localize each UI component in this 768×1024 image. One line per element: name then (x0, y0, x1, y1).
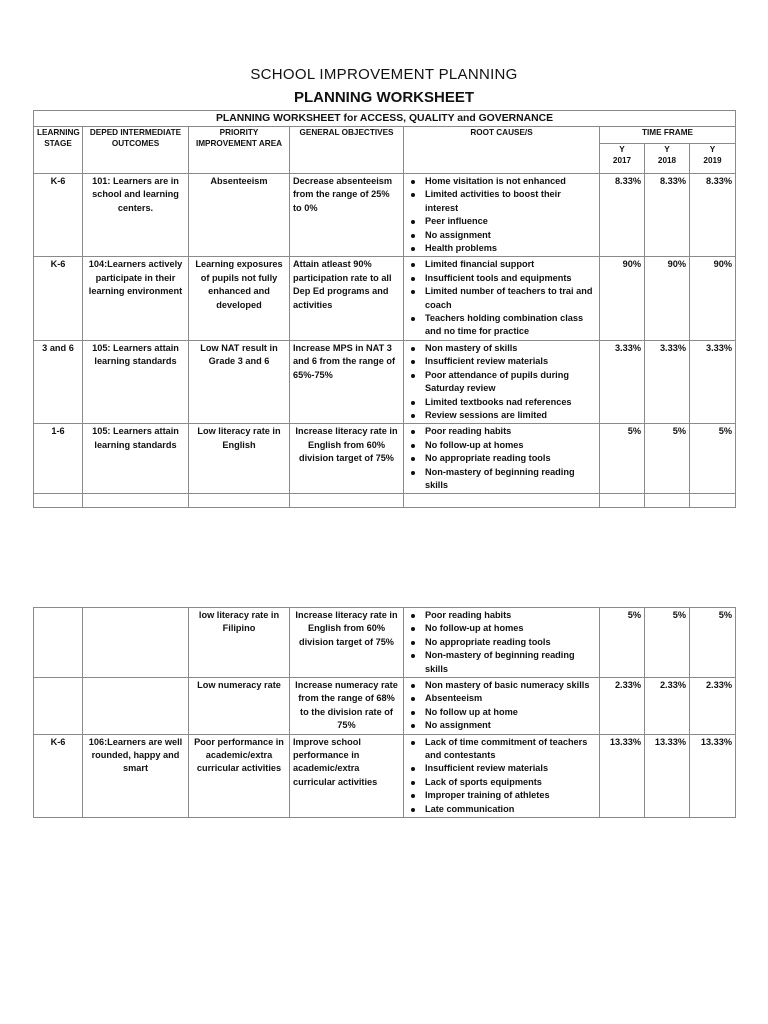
target-2017-cell: 8.33% (600, 174, 645, 257)
table-banner: PLANNING WORKSHEET for ACCESS, QUALITY and GOVERNANCE (34, 111, 736, 127)
year-label: 2018 (657, 155, 677, 165)
root-cause-item: Improper training of athletes (425, 789, 596, 802)
target-2018-cell: 5% (645, 608, 690, 678)
root-causes-list (407, 679, 596, 733)
table-row (34, 734, 736, 817)
outcome-cell: 106:Learners are well rounded, happy and smart (83, 734, 189, 817)
learning-stage-cell: 1-6 (34, 424, 83, 494)
root-cause-item: No follow up at home (425, 706, 596, 719)
priority-area-cell: Low literacy rate in English (189, 424, 290, 494)
root-cause-item: Late communication (425, 803, 596, 816)
objective-cell: Decrease absenteeism from the range of 25% to 0% (290, 174, 404, 257)
root-causes-cell (404, 424, 600, 494)
outcome-cell (83, 678, 189, 735)
objective-cell: Improve school performance in academic/extra curricular activities (290, 734, 404, 817)
root-cause-item: Non-mastery of beginning reading skills (425, 466, 596, 493)
learning-stage-cell: K-6 (34, 257, 83, 340)
table1-body (34, 174, 736, 494)
root-cause-item: No assignment (425, 229, 596, 242)
root-cause-item: Limited financial support (425, 258, 596, 271)
root-cause-item: Non mastery of basic numeracy skills (425, 679, 596, 692)
year-y-label: Y (709, 145, 716, 154)
target-2018-cell: 5% (645, 424, 690, 494)
outcome-cell (83, 608, 189, 678)
target-2017-cell: 13.33% (600, 734, 645, 817)
priority-area-cell: Poor performance in academic/extra curricular activities (189, 734, 290, 817)
col-header-general-objectives: GENERAL OBJECTIVES (290, 127, 404, 174)
root-cause-item: Home visitation is not enhanced (425, 175, 596, 188)
root-causes-cell (404, 340, 600, 423)
root-causes-cell (404, 678, 600, 735)
root-cause-item: Insufficient tools and equipments (425, 272, 596, 285)
learning-stage-cell (34, 678, 83, 735)
root-causes-cell (404, 734, 600, 817)
outcome-cell: 101: Learners are in school and learning centers. (83, 174, 189, 257)
target-2017-cell: 5% (600, 608, 645, 678)
col-header-deped-outcomes: DEPED INTERMEDIATE OUTCOMES (83, 127, 189, 174)
outcome-cell: 105: Learners attain learning standards (83, 340, 189, 423)
priority-area-cell: low literacy rate in Filipino (189, 608, 290, 678)
root-cause-item: Peer influence (425, 215, 596, 228)
target-2017-cell: 5% (600, 424, 645, 494)
root-causes-cell (404, 174, 600, 257)
table-row (34, 174, 736, 257)
year-label: 2017 (612, 155, 632, 165)
col-header-priority-area: PRIORITY IMPROVEMENT AREA (189, 127, 290, 174)
root-cause-item: No follow-up at homes (425, 439, 596, 452)
root-causes-list (407, 425, 596, 492)
objective-cell: Increase literacy rate in English from 60% division target of 75% (290, 424, 404, 494)
root-cause-item: Poor attendance of pupils during Saturday review (425, 369, 596, 396)
empty-row (34, 494, 736, 508)
root-cause-item: Non-mastery of beginning reading skills (425, 649, 596, 676)
objective-cell: Increase MPS in NAT 3 and 6 from the range of 65%-75% (290, 340, 404, 423)
target-2017-cell: 3.33% (600, 340, 645, 423)
col-header-year-2017 (600, 144, 645, 174)
target-2019-cell: 3.33% (690, 340, 736, 423)
root-cause-item: No assignment (425, 719, 596, 732)
learning-stage-cell: K-6 (34, 734, 83, 817)
root-causes-list (407, 258, 596, 338)
table-row (34, 257, 736, 340)
target-2019-cell: 8.33% (690, 174, 736, 257)
root-cause-item: No follow-up at homes (425, 622, 596, 635)
col-header-year-2018 (645, 144, 690, 174)
root-cause-item: Lack of time commitment of teachers and contestants (425, 736, 596, 763)
target-2019-cell: 13.33% (690, 734, 736, 817)
root-cause-item: Limited activities to boost their interest (425, 188, 596, 215)
objective-cell: Increase numeracy rate from the range of 68% to the division rate of 75% (290, 678, 404, 735)
year-y-label: Y (619, 145, 625, 154)
learning-stage-cell (34, 608, 83, 678)
root-cause-item: Poor reading habits (425, 609, 596, 622)
root-cause-item: Insufficient review materials (425, 762, 596, 775)
target-2017-cell: 90% (600, 257, 645, 340)
root-causes-list (407, 736, 596, 816)
root-cause-item: Review sessions are limited (425, 409, 596, 422)
target-2019-cell: 2.33% (690, 678, 736, 735)
target-2019-cell: 5% (690, 424, 736, 494)
root-causes-list (407, 175, 596, 255)
root-cause-item: Limited number of teachers to trai and coach (425, 285, 596, 312)
col-header-year-2019 (690, 144, 736, 174)
year-y-label: Y (664, 145, 670, 154)
root-causes-list (407, 609, 596, 676)
root-cause-item: Lack of sports equipments (425, 776, 596, 789)
target-2018-cell: 13.33% (645, 734, 690, 817)
root-cause-item: Insufficient review materials (425, 355, 596, 368)
document-title: SCHOOL IMPROVEMENT PLANNING (250, 66, 518, 83)
priority-area-cell: Absenteeism (189, 174, 290, 257)
priority-area-cell: Low numeracy rate (189, 678, 290, 735)
outcome-cell: 104:Learners actively participate in their learning environment (83, 257, 189, 340)
root-causes-cell (404, 608, 600, 678)
table-row (34, 340, 736, 423)
root-cause-item: Limited textbooks nad references (425, 396, 596, 409)
target-2019-cell: 90% (690, 257, 736, 340)
objective-cell: Attain atleast 90% participation rate to all Dep Ed programs and activities (290, 257, 404, 340)
priority-area-cell: Low NAT result in Grade 3 and 6 (189, 340, 290, 423)
year-label: 2019 (703, 155, 722, 165)
root-causes-cell (404, 257, 600, 340)
planning-worksheet-table-continued (33, 607, 736, 818)
target-2018-cell: 3.33% (645, 340, 690, 423)
target-2018-cell: 90% (645, 257, 690, 340)
table-row (34, 678, 736, 735)
learning-stage-cell: K-6 (34, 174, 83, 257)
col-header-learning-stage: LEARNING STAGE (34, 127, 83, 174)
priority-area-cell: Learning exposures of pupils not fully enhanced and developed (189, 257, 290, 340)
target-2018-cell: 2.33% (645, 678, 690, 735)
root-cause-item: No appropriate reading tools (425, 636, 596, 649)
root-cause-item: Health problems (425, 242, 596, 255)
target-2018-cell: 8.33% (645, 174, 690, 257)
target-2019-cell: 5% (690, 608, 736, 678)
root-causes-list (407, 342, 596, 422)
root-cause-item: Poor reading habits (425, 425, 596, 438)
target-2017-cell: 2.33% (600, 678, 645, 735)
col-header-root-causes: ROOT CAUSE/S (404, 127, 600, 174)
learning-stage-cell: 3 and 6 (34, 340, 83, 423)
planning-worksheet-table (33, 110, 736, 508)
outcome-cell: 105: Learners attain learning standards (83, 424, 189, 494)
table2-body (34, 608, 736, 818)
root-cause-item: Absenteeism (425, 692, 596, 705)
root-cause-item: Non mastery of skills (425, 342, 596, 355)
col-header-time-frame: TIME FRAME (600, 127, 736, 144)
objective-cell: Increase literacy rate in English from 60% division target of 75% (290, 608, 404, 678)
root-cause-item: Teachers holding combination class and no time for practice (425, 312, 596, 339)
document-subtitle: PLANNING WORKSHEET (294, 89, 474, 106)
table-row (34, 424, 736, 494)
table-row (34, 608, 736, 678)
root-cause-item: No appropriate reading tools (425, 452, 596, 465)
